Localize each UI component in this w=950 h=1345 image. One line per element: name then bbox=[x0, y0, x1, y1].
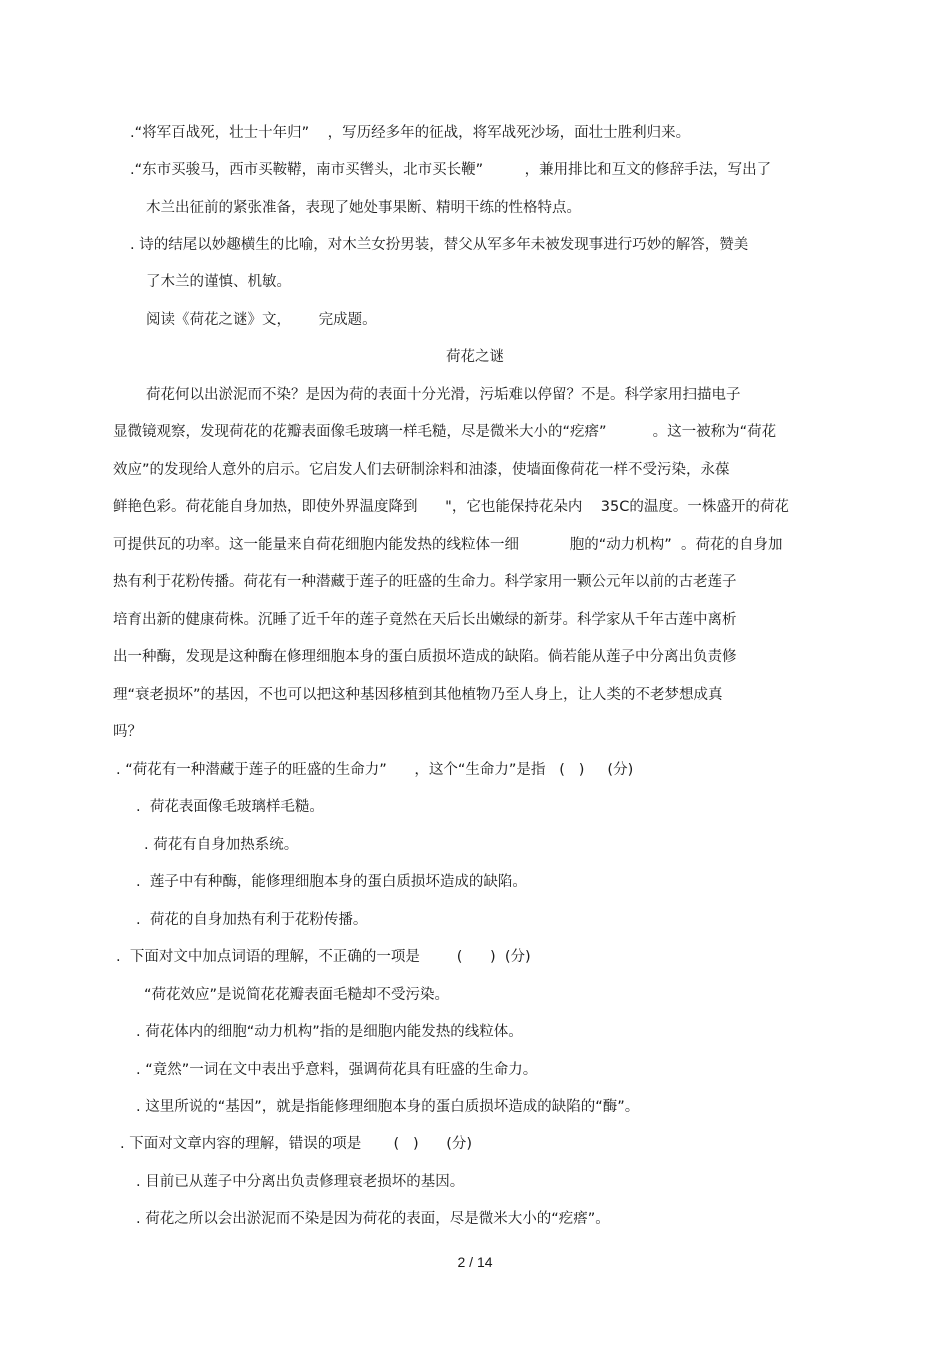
answer-option: . “竟然”一词在文中表出乎意料，强调荷花具有旺盛的生命力。 bbox=[136, 1062, 538, 1078]
item-line: .“将军百战死，壮士十年归” ，写历经多年的征战，将军战死沙场，面壮士胜利归来。 bbox=[130, 125, 691, 141]
answer-option: . 荷花的自身加热有利于花粉传播。 bbox=[136, 912, 368, 928]
article-title: 荷花之谜 bbox=[446, 349, 504, 365]
item-line: . 诗的结尾以妙趣横生的比喻，对木兰女扮男装，替父从军多年未被发现事进行巧妙的解答，赞美 bbox=[130, 237, 749, 253]
question-stem: . 下面对文中加点词语的理解，不正确的一项是 ( ) (分) bbox=[116, 949, 531, 965]
article-line: 荷花何以出淤泥而不染？是因为荷的表面十分光滑，污垢难以停留？不是。科学家用扫描电子 bbox=[146, 387, 741, 403]
answer-option: . 莲子中有种酶，能修理细胞本身的蛋白质损坏造成的缺陷。 bbox=[136, 874, 527, 890]
article-line: 效应”的发现给人意外的启示。它启发人们去研制涂料和油漆，使墙面像荷花一样不受污染，永葆 bbox=[113, 462, 730, 478]
answer-option: . 荷花表面像毛玻璃样毛糙。 bbox=[136, 799, 324, 815]
page-number: 2 / 14 bbox=[457, 1254, 493, 1270]
article-line: 理“衰老损坏”的基因，不也可以把这种基因移植到其他植物乃至人身上，让人类的不老梦想成真 bbox=[113, 687, 723, 703]
article-line: 显微镜观察，发现荷花的花瓣表面像毛玻璃一样毛糙，尽是微米大小的“疙瘩” 。这一被称为“荷花 bbox=[113, 424, 777, 440]
article-line: 吗？ bbox=[113, 724, 142, 740]
article-line: 出一种酶，发现是这种酶在修理细胞本身的蛋白质损坏造成的缺陷。倘若能从莲子中分离出负责修 bbox=[113, 649, 737, 665]
article-line: 培育出新的健康荷株。沉睡了近千年的莲子竟然在天后长出嫩绿的新芽。科学家从千年古莲中离析 bbox=[113, 612, 737, 628]
answer-option: . 荷花之所以会出淤泥而不染是因为荷花的表面，尽是微米大小的“疙瘩”。 bbox=[136, 1211, 610, 1227]
answer-option: . 荷花体内的细胞“动力机构”指的是细胞内能发热的线粒体。 bbox=[136, 1024, 523, 1040]
answer-option: . 这里所说的“基因”，就是指能修理细胞本身的蛋白质损坏造成的缺陷的“酶”。 bbox=[136, 1099, 640, 1115]
item-line-continued: 木兰出征前的紧张准备，表现了她处事果断、精明干练的性格特点。 bbox=[146, 200, 581, 216]
item-line-continued: 了木兰的谨慎、机敏。 bbox=[146, 274, 291, 290]
answer-option: . 荷花有自身加热系统。 bbox=[144, 837, 299, 853]
question-stem: . 下面对文章内容的理解，错误的项是 ( ) (分) bbox=[120, 1136, 473, 1152]
answer-option: . 目前已从莲子中分离出负责修理衰老损坏的基因。 bbox=[136, 1174, 465, 1190]
article-line: 鲜艳色彩。荷花能自身加热，即使外界温度降到 "，它也能保持花朵内 35C的温度。一株盛开的荷花 bbox=[113, 499, 789, 515]
article-line: 可提供瓦的功率。这一能量来自荷花细胞内能发热的线粒体一细 胞的“动力机构” 。荷花的自身加 bbox=[113, 537, 783, 553]
item-line: .“东市买骏马，西市买鞍鞯，南市买辔头，北市买长鞭” ，兼用排比和互文的修辞手法，写出了 bbox=[130, 162, 772, 178]
article-line: 热有利于花粉传播。荷花有一种潜藏于莲子的旺盛的生命力。科学家用一颗公元年以前的古老莲子 bbox=[113, 574, 737, 590]
question-stem: . “荷花有一种潜藏于莲子的旺盛的生命力” ，这个“生命力”是指 ( ) (分) bbox=[116, 762, 634, 778]
reading-instruction: 阅读《荷花之谜》文， 完成题。 bbox=[146, 312, 377, 328]
answer-option: “荷花效应”是说简花花瓣表面毛糙却不受污染。 bbox=[144, 987, 450, 1003]
